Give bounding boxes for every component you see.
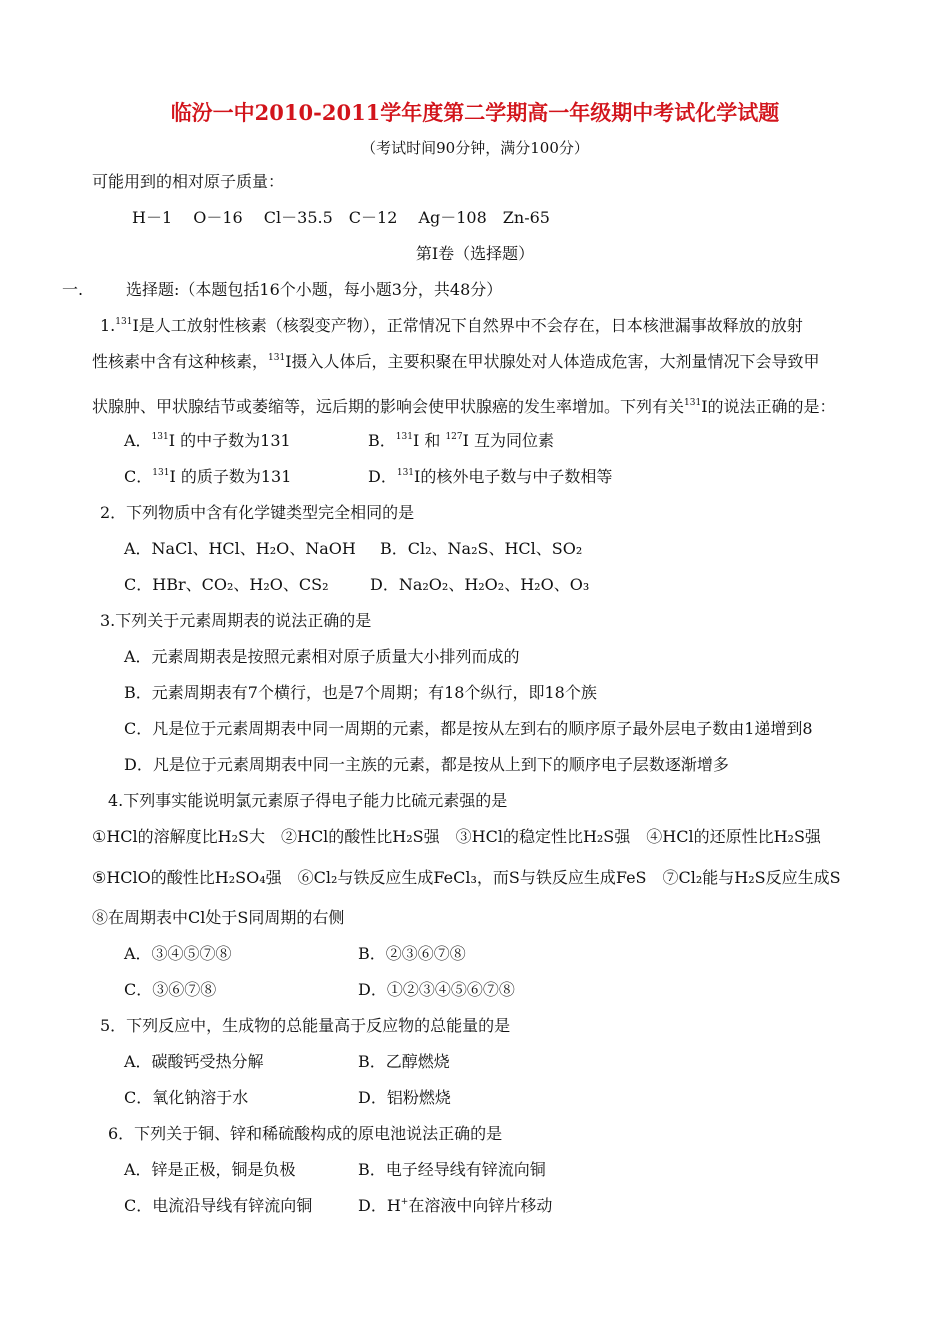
q5-option-d[interactable]: D．铝粉燃烧 — [358, 1088, 451, 1107]
q4-stem: 4.下列事实能说明氯元素原子得电子能力比硫元素强的是 — [108, 791, 508, 810]
q2-stem: 2．下列物质中含有化学键类型完全相同的是 — [100, 503, 415, 522]
q3-option-b[interactable]: B．元素周期表有7个横行，也是7个周期；有18个纵行，即18个族 — [124, 683, 597, 702]
q6-stem: 6．下列关于铜、锌和稀硫酸构成的原电池说法正确的是 — [108, 1124, 503, 1143]
q4-facts-line2: ⑤HClO的酸性比H₂SO₄强 ⑥Cl₂与铁反应生成FeCl₃，而S与铁反应生成FeS ⑦Cl₂能与H₂S反应生成S — [92, 868, 841, 887]
atomic-mass-label: 可能用到的相对原子质量： — [92, 172, 285, 191]
q1-line2: 性核素中含有这种核素，$^{131}$I摄入人体后，主要积聚在甲状腺处对人体造成危害，大剂量情况下会导致甲 — [92, 352, 820, 371]
q1-option-c[interactable]: C．$^{131}$I 的质子数为131 — [124, 467, 292, 486]
q2-option-c[interactable]: C．HBr、CO₂、H₂O、CS₂ — [124, 575, 329, 594]
q6-option-a[interactable]: A．锌是正极，铜是负极 — [124, 1160, 296, 1179]
section-title: 第Ⅰ卷（选择题） — [415, 244, 535, 263]
q2-option-a[interactable]: A．NaCl、HCl、H₂O、NaOH — [124, 539, 356, 558]
q4-option-c[interactable]: C．③⑥⑦⑧ — [124, 980, 217, 999]
q2-option-b[interactable]: B．Cl₂、Na₂S、HCl、SO₂ — [380, 539, 583, 558]
q5-option-b[interactable]: B．乙醇燃烧 — [358, 1052, 450, 1071]
atomic-mass-values: H－1 O－16 Cl－35.5 C－12 Ag－108 Zn-65 — [132, 208, 550, 227]
q4-option-d[interactable]: D．①②③④⑤⑥⑦⑧ — [358, 980, 515, 999]
q3-option-d[interactable]: D．凡是位于元素周期表中同一主族的元素，都是按从上到下的顺序电子层数逐渐增多 — [124, 755, 729, 774]
section-number: 一. — [62, 280, 84, 299]
q6-option-c[interactable]: C．电流沿导线有锌流向铜 — [124, 1196, 313, 1215]
q5-option-c[interactable]: C．氧化钠溶于水 — [124, 1088, 249, 1107]
q6-option-d[interactable]: D．H+在溶液中向锌片移动 — [358, 1196, 553, 1215]
q1-line3: 状腺肿、甲状腺结节或萎缩等，远后期的影响会使甲状腺癌的发生率增加。下列有关$^{131}$I的说法正确的是： — [92, 397, 836, 416]
q6-option-b[interactable]: B．电子经导线有锌流向铜 — [358, 1160, 546, 1179]
q3-option-a[interactable]: A．元素周期表是按照元素相对原子质量大小排列而成的 — [124, 647, 520, 666]
exam-subtitle: （考试时间90分钟，满分100分） — [361, 139, 589, 157]
section-instructions: 选择题:（本题包括16个小题，每小题3分，共48分） — [126, 280, 503, 299]
q1-option-a[interactable]: A．$^{131}$I 的中子数为131 — [124, 431, 291, 450]
q1-option-d[interactable]: D．$^{131}$I的核外电子数与中子数相等 — [368, 467, 613, 486]
q4-facts-line1: ①HCl的溶解度比H₂S大 ②HCl的酸性比H₂S强 ③HCl的稳定性比H₂S强 ④HCl的还原性比H₂S强 — [92, 827, 821, 846]
q4-option-b[interactable]: B．②③⑥⑦⑧ — [358, 944, 466, 963]
q3-option-c[interactable]: C．凡是位于元素周期表中同一周期的元素，都是按从左到右的顺序原子最外层电子数由1递增到8 — [124, 719, 813, 738]
q1-line1: 1.$^{131}$I是人工放射性核素（核裂变产物），正常情况下自然界中不会存在，日本核泄漏事故释放的放射 — [100, 316, 803, 335]
q4-facts-line3: ⑧在周期表中Cl处于S同周期的右侧 — [92, 908, 345, 927]
exam-title: 临汾一中2010-2011学年度第二学期高一年级期中考试化学试题 — [170, 100, 780, 125]
q1-isotope-mass: 131 — [115, 317, 133, 327]
q4-option-a[interactable]: A．③④⑤⑦⑧ — [124, 944, 232, 963]
q2-option-d[interactable]: D．Na₂O₂、H₂O₂、H₂O、O₃ — [370, 575, 590, 594]
q5-option-a[interactable]: A．碳酸钙受热分解 — [124, 1052, 264, 1071]
q1-option-b[interactable]: B．$^{131}$I 和 $^{127}$I 互为同位素 — [368, 431, 555, 450]
q1-number: 1. — [100, 316, 116, 335]
q5-stem: 5．下列反应中，生成物的总能量高于反应物的总能量的是 — [100, 1016, 511, 1035]
q3-stem: 3.下列关于元素周期表的说法正确的是 — [100, 611, 372, 630]
